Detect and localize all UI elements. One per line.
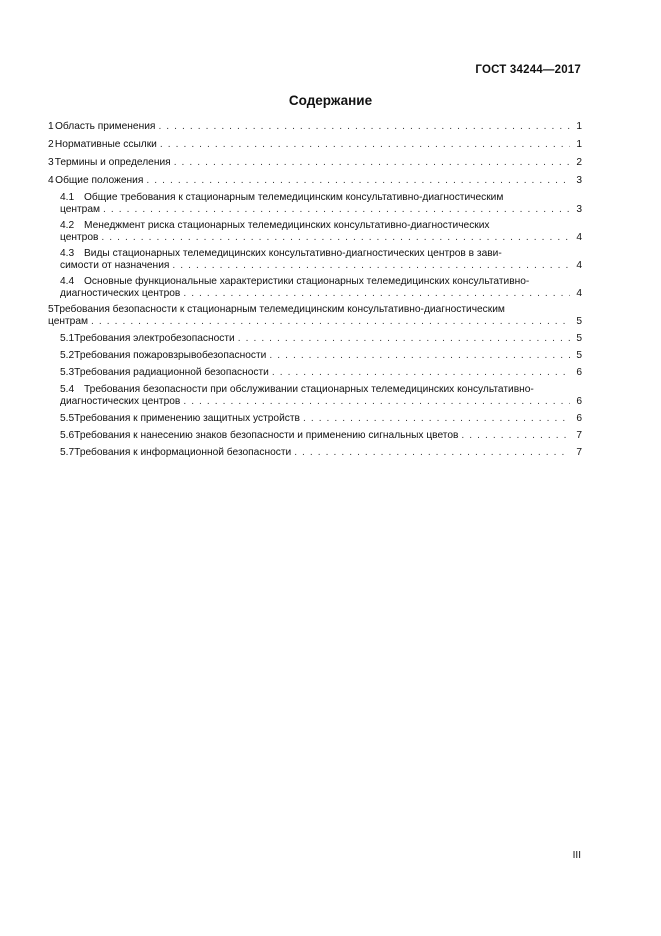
toc-entry-line [60,204,582,216]
toc-entry-number: 5.7 [60,447,75,458]
toc-entry-number: 5.1 [60,333,75,344]
toc-entry-page: 2 [576,157,582,168]
toc-entry[interactable] [48,367,582,379]
dot-leader [183,288,570,300]
toc-entry-label: Область применения [54,121,156,132]
toc-entry-line [48,157,582,169]
toc-entry-title-start: Требования безопасности к стационарным телемедицинским консультативно-диагностическим [53,304,505,315]
toc-entry[interactable] [48,157,582,169]
toc-entry-label: центров [60,232,99,243]
dot-leader [461,430,570,442]
toc-entry-line [48,316,582,328]
toc-entry-number: 5.6 [60,430,75,441]
toc-entry-line [60,430,582,442]
toc-entry-label: диагностических центров [60,396,181,407]
toc-entry-title-start: Требования безопасности при обслуживании стационарных телемедицинских консультативно- [84,384,534,395]
toc-entry-line [48,121,582,133]
toc-entry[interactable] [48,413,582,425]
dot-leader [174,157,570,169]
toc-entry-line [60,367,582,379]
toc-entry-line [60,232,582,244]
toc-entry-title-start: Основные функциональные характеристики стационарных телемедицинских консультативно- [84,276,530,287]
toc-entry[interactable] [48,333,582,345]
toc-entry-first-line [60,220,582,232]
toc-entry-number: 4.4 [60,276,75,287]
dot-leader [101,232,570,244]
toc-entry-label: Требования электробезопасности [74,333,235,344]
toc-entry[interactable] [48,304,582,328]
toc-entry[interactable] [48,121,582,133]
toc-entry-line [60,413,582,425]
toc-entry-label: диагностических центров [60,288,181,299]
table-of-contents [48,121,582,464]
toc-entry-label: Требования к нанесению знаков безопасности и применению сигнальных цветов [74,430,459,441]
toc-entry-number: 5.4 [60,384,75,395]
toc-entry[interactable] [48,430,582,442]
toc-entry[interactable] [48,192,582,216]
toc-entry-number: 4.3 [60,248,75,259]
toc-entry-number: 2 [48,139,54,150]
toc-entry[interactable] [48,248,582,272]
toc-entry-page: 5 [576,316,582,327]
toc-entry-number: 4 [48,175,54,186]
toc-entry-label: центрам [48,316,89,327]
toc-entry-number: 5.5 [60,413,75,424]
toc-entry[interactable] [48,139,582,151]
toc-entry-line [60,333,582,345]
dot-leader [160,139,570,151]
toc-entry-number: 4.1 [60,192,75,203]
toc-entry-title-start: Виды стационарных телемедицинских консультативно-диагностических центров в зави- [84,248,502,259]
dot-leader [103,204,570,216]
dot-leader [91,316,570,328]
dot-leader [158,121,570,133]
toc-entry-line [48,175,582,187]
document-code: ГОСТ 34244—2017 [475,64,581,76]
toc-entry-first-line [48,304,582,316]
toc-entry-label: Общие положения [55,175,144,186]
toc-entry-page: 7 [576,430,582,441]
toc-entry-page: 4 [576,288,582,299]
dot-leader [272,367,570,379]
toc-entry-page: 5 [576,333,582,344]
toc-entry-number: 1 [48,121,54,132]
toc-entry-number: 4.2 [60,220,75,231]
toc-entry-line [60,260,582,272]
toc-entry[interactable] [48,276,582,300]
toc-entry-page: 1 [576,139,582,150]
dot-leader [294,447,570,459]
toc-entry[interactable] [48,447,582,459]
toc-entry-first-line [60,384,582,396]
dot-leader [303,413,570,425]
toc-entry-page: 1 [576,121,582,132]
toc-entry-line [48,139,582,151]
toc-entry-line [60,288,582,300]
toc-entry-label: центрам [60,204,101,215]
toc-entry-line [60,350,582,362]
dot-leader [238,333,570,345]
toc-entry-title-start: Менеджмент риска стационарных телемедицинских консультативно-диагностических [84,220,490,231]
dot-leader [183,396,570,408]
toc-entry[interactable] [48,220,582,244]
toc-entry-page: 3 [576,204,582,215]
toc-entry-label: Требования к применению защитных устройств [74,413,300,424]
toc-entry-page: 4 [576,260,582,271]
toc-entry[interactable] [48,175,582,187]
toc-entry-first-line [60,192,582,204]
toc-entry-line [60,396,582,408]
toc-entry-number: 5.2 [60,350,75,361]
toc-entry-first-line [60,248,582,260]
toc-entry-page: 6 [576,396,582,407]
toc-entry-page: 4 [576,232,582,243]
dot-leader [269,350,570,362]
page-number: III [572,850,581,861]
toc-entry-page: 5 [576,350,582,361]
dot-leader [146,175,570,187]
dot-leader [172,260,570,272]
toc-entry-number: 5 [48,304,54,315]
toc-entry-page: 6 [576,413,582,424]
toc-entry-label: Требования радиационной безопасности [74,367,269,378]
toc-entry-label: Требования пожаровзрывобезопасности [74,350,267,361]
toc-entry-number: 5.3 [60,367,75,378]
toc-entry[interactable] [48,350,582,362]
toc-entry-label: Требования к информационной безопасности [74,447,292,458]
toc-entry-page: 3 [576,175,582,186]
toc-entry-page: 7 [576,447,582,458]
toc-entry-number: 3 [48,157,54,168]
toc-entry-title-start: Общие требования к стационарным телемедицинским консультативно-диагностическим [84,192,504,203]
toc-entry[interactable] [48,384,582,408]
toc-title: Содержание [288,93,373,108]
toc-entry-page: 6 [576,367,582,378]
toc-entry-label: Нормативные ссылки [54,139,157,150]
toc-entry-line [60,447,582,459]
toc-entry-first-line [60,276,582,288]
toc-entry-label: Термины и определения [54,157,171,168]
toc-entry-label: симости от назначения [60,260,170,271]
